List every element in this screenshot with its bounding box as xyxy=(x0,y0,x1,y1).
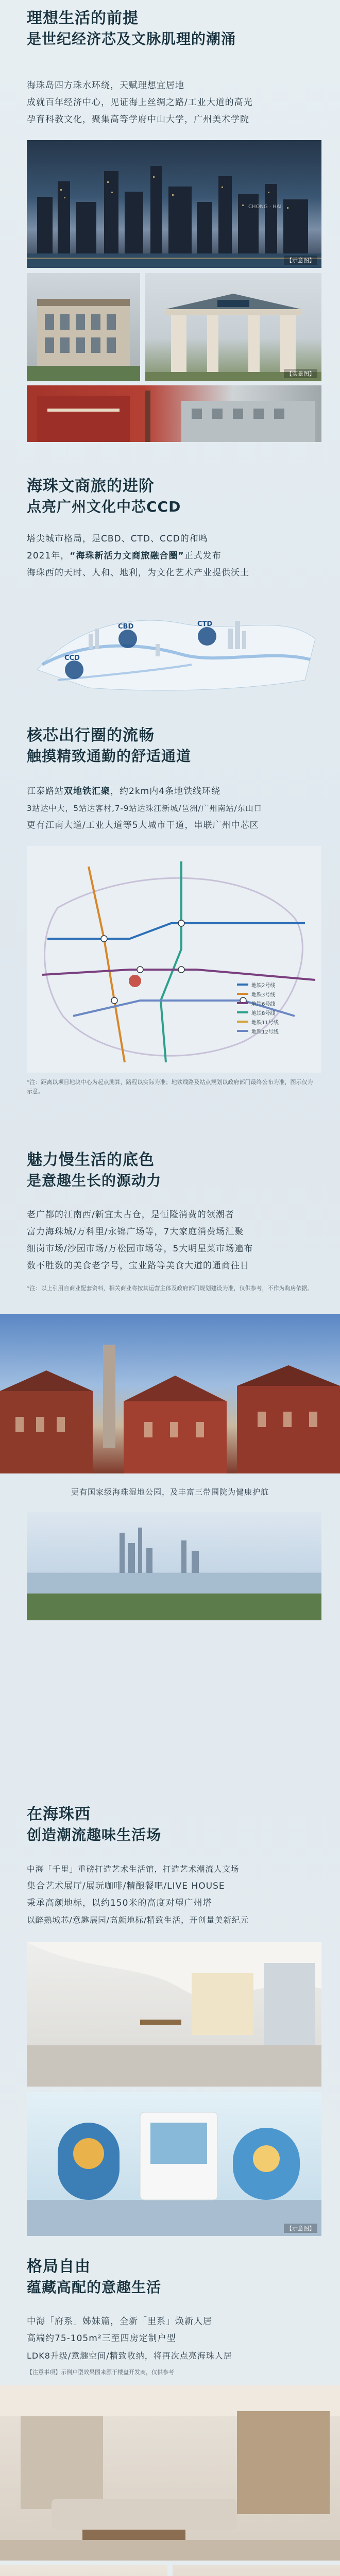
district-3d-map xyxy=(27,592,321,696)
art-hall-photo xyxy=(27,1942,321,2087)
image-caption: 【示意图】 xyxy=(284,256,317,265)
disclaimer-note: 【注意事项】示例户型效果图来源于楼盘开发商，仅供参考 xyxy=(27,2369,174,2376)
section-title-2: 海珠文商旅的进阶 xyxy=(27,477,155,495)
paragraph-line: 秉承高颜地标，以约150米的高度对望广州塔 xyxy=(27,1898,212,1908)
warehouse-district-photo xyxy=(0,1314,340,1473)
legend-swatch xyxy=(237,993,248,995)
section-transport xyxy=(0,711,340,1133)
text-span: ，约2km内4条地铁线环绕 xyxy=(110,786,221,796)
highlight-text: 双地铁汇聚 xyxy=(64,786,110,796)
text-span: 2021年， xyxy=(27,551,70,561)
legend-swatch xyxy=(237,1011,248,1013)
paragraph-line: 孕育科教文化，聚集高等学府中山大学，广州美术学院 xyxy=(27,114,249,125)
legend-swatch xyxy=(237,1002,248,1004)
section-title-6: 格局自由 xyxy=(27,2258,91,2276)
section-subtitle-1: 是世纪经济芯及文脉肌理的潮涌 xyxy=(27,30,236,47)
paragraph-line: 海珠岛四方珠水环绕，天赋理想宜居地 xyxy=(27,80,184,91)
section-title-4: 魅力慢生活的底色 xyxy=(27,1151,155,1169)
legend-swatch xyxy=(237,984,248,986)
legend-label: 地铁8号线 xyxy=(251,1010,276,1016)
section-lifestyle xyxy=(0,1133,340,1783)
section-title-3: 核芯出行圈的流畅 xyxy=(27,726,155,744)
section-title-5: 在海珠西 xyxy=(27,1805,91,1823)
campus-building-photo xyxy=(27,273,140,381)
section-title-1: 理想生活的前提 xyxy=(27,9,139,27)
paragraph-line: 3站达中大，5站达客村,7-9站达珠江新城/琶洲/广州南站/东山口 xyxy=(27,804,262,813)
section-subtitle-2: 点亮广州文化中芯CCD xyxy=(27,498,181,515)
legend-label: 地铁12号线 xyxy=(251,1029,279,1035)
disclaimer-note: *注：距离以项目地块中心为起点测算，路程以实际为准；地铁线路及站点规划以政府部门最终公布为准，图示仅为示意。 xyxy=(27,1079,313,1095)
image-caption: 【实景图】 xyxy=(284,369,317,378)
paragraph-line: 高端约75-105m²三至四房定制户型 xyxy=(27,2333,176,2344)
paragraph-line: 更有江南大道/工业大道等5大城市干道，串联广州中芯区 xyxy=(27,820,259,831)
paragraph-line: 中海「府系」姊妹篇，全新「里系」焕新人居 xyxy=(27,2316,212,2327)
paragraph-line: 数不胜数的美食老字号，宝业路等美食大道的通商往日 xyxy=(27,1261,249,1271)
section-subtitle-5: 创造潮流趣味生活场 xyxy=(27,1826,162,1843)
map-label-cbd: CBD xyxy=(118,623,134,631)
paragraph-line xyxy=(27,783,315,800)
section-subtitle-4: 是意趣生长的源动力 xyxy=(27,1172,162,1189)
legend-label: 地铁2号线 xyxy=(251,982,276,989)
paragraph-line: 成就百年经济中心，见证海上丝绸之路/工业大道的高光 xyxy=(27,97,253,108)
paragraph-line: 老广都的江南西/新宜太古仓，是恒隆消费的领潮者 xyxy=(27,1210,234,1220)
paragraph-line: 中海「千里」重磅打造艺术生活馆，打造艺术潮流人文场 xyxy=(27,1865,240,1874)
paragraph-line xyxy=(27,548,315,565)
section-art-venue xyxy=(0,1783,340,2241)
wetland-park-photo xyxy=(27,1512,321,1620)
paragraph-line: 富力海珠城/万科里/永锦广场等，7大家庭消费场汇聚 xyxy=(27,1227,244,1237)
section-subtitle-3: 触摸精致通勤的舒适通道 xyxy=(27,748,192,765)
legend-swatch xyxy=(237,1030,248,1032)
section-floorplan xyxy=(0,2241,340,2576)
paragraph-line: 以醉熟城芯/意趣展园/高颜地标/精致生活，开创量美新纪元 xyxy=(27,1916,249,1925)
map-label-ctd: CTD xyxy=(197,620,213,628)
paragraph-line: 集合艺术展厅/展玩咖啡/精酿餐吧/LIVE HOUSE xyxy=(27,1881,225,1891)
legend-label: 地铁11号线 xyxy=(251,1020,279,1026)
paragraph-line: 细岗市场/沙园市场/万松园市场等，5大明星菜市场遍布 xyxy=(27,1244,253,1254)
dining-room-photo xyxy=(0,2565,167,2576)
metro-legend xyxy=(237,980,314,1036)
paragraph-line: 塔尖城市格局，是CBD、CTD、CCD的和鸣 xyxy=(27,534,208,544)
section-ccd xyxy=(0,448,340,711)
paragraph-line: LDK8升级/意趣空间/精致收纳，将再次点亮海珠人居 xyxy=(27,2351,232,2361)
paragraph-line: 海珠西的天时、人和、地利，为文化艺术产业提供沃土 xyxy=(27,568,249,578)
legend-swatch xyxy=(237,1021,248,1023)
living-room-photo xyxy=(0,2385,340,2561)
image-caption: 【示意图】 xyxy=(284,2224,317,2233)
paragraph-line: 更有国家级海珠湿地公园，及丰富三带围院为健康护航 xyxy=(71,1487,269,1497)
disclaimer-note: *注：以上引用自商业配套资料，相关商业将按其运营主体及政府部门规划建设为准，仅供参考，不作为购房依据。 xyxy=(27,1285,313,1292)
text-span: 正式发布 xyxy=(184,551,222,561)
art-academy-photo xyxy=(27,385,321,442)
university-gate-photo xyxy=(145,273,321,381)
svg-text:CHONG · HAI: CHONG · HAI xyxy=(248,204,282,210)
city-night-photo xyxy=(27,140,321,268)
metro-map xyxy=(27,846,321,1073)
legend-label: 地铁3号线 xyxy=(251,992,276,998)
study-room-photo xyxy=(173,2565,340,2576)
legend-label: 地铁6号线 xyxy=(251,1001,276,1007)
highlight-text: “海珠新活力文商旅融合圈” xyxy=(70,551,184,561)
section-subtitle-6: 蕴藏高配的意趣生活 xyxy=(27,2279,162,2296)
gallery-exhibit-photo xyxy=(27,2092,321,2236)
section-economy xyxy=(0,0,340,448)
map-label-ccd: CCD xyxy=(64,654,80,662)
text-span: 江泰路站 xyxy=(27,786,64,796)
